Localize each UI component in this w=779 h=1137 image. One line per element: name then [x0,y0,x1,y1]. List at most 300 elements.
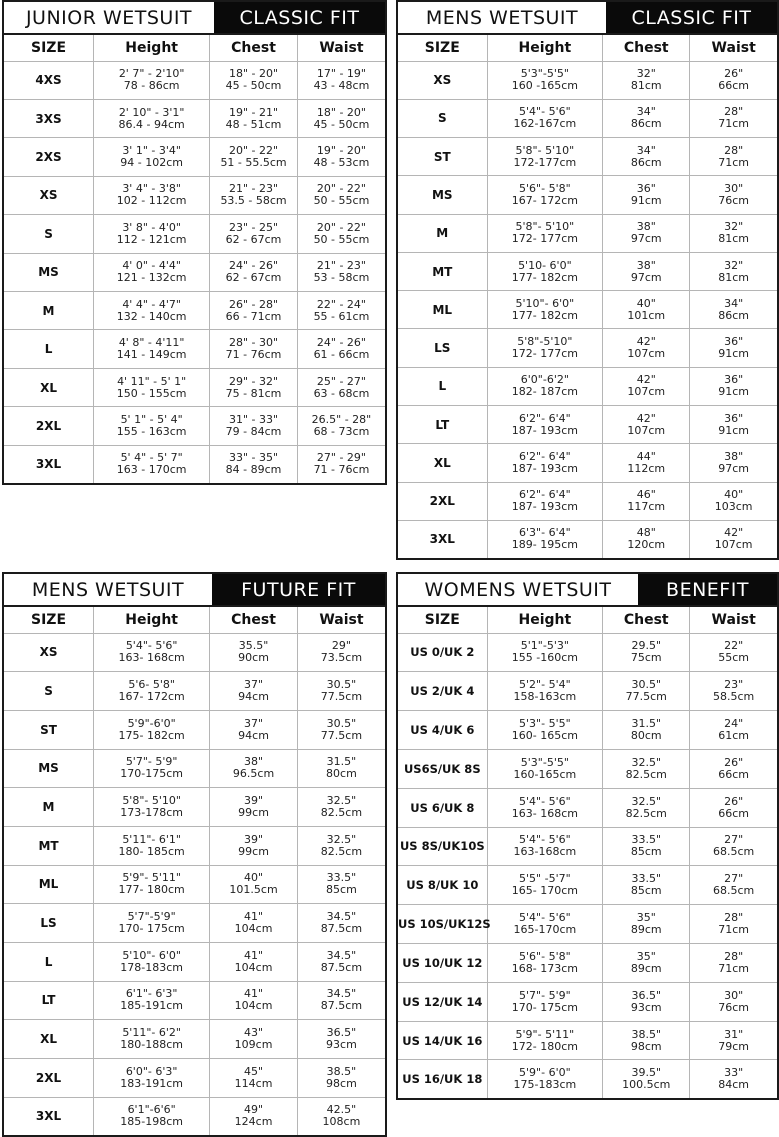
height-imperial: 5'6"- 5'8" [519,949,571,963]
waist-metric: 61 - 66cm [313,348,370,362]
waist-imperial: 31" [724,1027,744,1041]
column-header-height: Height [94,607,210,633]
waist-metric: 71cm [718,155,750,169]
chest-cell [603,214,690,252]
waist-metric: 66cm [718,806,750,820]
column-header-row [398,607,777,633]
height-imperial: 5'2"- 5'4" [519,678,571,692]
chest-imperial: 37" [244,716,264,730]
size-cell: US 10/UK 12 [398,944,487,983]
size-cell: XL [4,368,94,406]
chest-metric: 99cm [238,806,269,820]
womens-benefit-chart [396,572,779,1100]
size-cell: 2XL [4,407,94,445]
height-imperial: 6'2"- 6'4" [519,411,571,425]
waist-metric: 50 - 55cm [313,194,370,208]
height-imperial: 5' 1" - 5' 4" [120,413,183,426]
size-cell: M [4,788,94,827]
height-metric: 163- 168cm [511,806,578,820]
size-cell: 2XL [398,482,487,520]
height-imperial: 4' 11" - 5' 1" [117,374,187,388]
chest-imperial: 26" - 28" [229,297,279,311]
waist-metric: 103cm [714,500,753,514]
height-metric: 132 - 140cm [116,309,187,323]
height-imperial: 5'8"-5'10" [517,335,573,349]
height-cell [94,445,210,483]
waist-metric: 79cm [718,1039,750,1053]
chest-metric: 62 - 67cm [225,232,282,246]
size-cell: 3XL [398,520,487,558]
chest-imperial: 36.5" [631,988,662,1002]
waist-metric: 61cm [718,729,750,743]
chest-cell [210,672,298,711]
size-cell: LT [4,981,94,1020]
height-cell [94,407,210,445]
height-imperial: 6'1"-6'6" [127,1103,176,1117]
size-table [398,607,777,1098]
waist-metric: 93cm [326,1038,357,1052]
chart-title: MENS WETSUIT [398,2,606,33]
table-row [4,292,385,330]
chest-imperial: 43" [244,1026,264,1040]
size-cell: US6S/UK 8S [398,749,487,788]
table-row [4,710,385,749]
chest-imperial: 39.5" [631,1066,662,1080]
table-row [398,291,777,329]
waist-imperial: 28" [724,105,744,119]
table-row [398,367,777,405]
height-metric: 167- 172cm [118,690,185,703]
table-row [398,176,777,214]
size-cell: XS [4,633,94,672]
chest-imperial: 33" - 35" [229,451,279,465]
chest-metric: 62 - 67cm [225,271,282,285]
height-imperial: 6'2"- 6'4" [519,488,571,502]
waist-imperial: 22" [724,639,744,653]
height-metric: 187- 193cm [511,423,578,437]
chest-metric: 104cm [234,999,273,1013]
waist-cell [690,788,777,827]
waist-imperial: 17" - 19" [316,67,366,81]
waist-metric: 50 - 55cm [313,232,370,246]
column-header-waist: Waist [690,607,777,633]
chest-metric: 71 - 76cm [225,348,282,362]
waist-cell [297,1058,385,1097]
chest-metric: 82.5cm [625,767,667,781]
table-row [4,445,385,483]
height-metric: 172-177cm [513,155,577,169]
waist-metric: 97cm [718,461,750,475]
table-row [398,1021,777,1060]
chest-metric: 101cm [627,308,666,322]
height-cell [487,711,603,750]
table-row [4,788,385,827]
fit-label: FUTURE FIT [212,574,385,605]
fit-label: BENEFIT [638,574,777,605]
waist-imperial: 30.5" [326,678,357,691]
chest-cell [210,292,298,330]
height-imperial: 5'11"- 6'1" [122,832,181,846]
column-header-chest: Chest [603,35,690,61]
height-metric: 94 - 102cm [120,156,183,170]
chest-cell [210,710,298,749]
waist-cell [297,138,385,176]
table-row [4,138,385,176]
waist-metric: 58.5cm [713,690,755,704]
waist-cell [297,215,385,253]
chest-imperial: 29" - 32" [229,374,279,388]
waist-metric: 80cm [326,767,357,781]
table-row [398,444,777,482]
table-row [398,61,777,99]
size-cell: S [398,99,487,137]
chest-cell [603,711,690,750]
column-header-height: Height [94,35,210,61]
size-cell: US 16/UK 18 [398,1060,487,1098]
height-cell [94,99,210,137]
chart-title-bar [398,574,777,607]
table-row [398,749,777,788]
height-cell [487,520,603,558]
size-cell: US 6/UK 8 [398,788,487,827]
waist-metric: 76cm [718,1000,750,1014]
height-imperial: 5'4"- 5'6" [519,794,571,808]
waist-cell [690,982,777,1021]
chest-imperial: 34" [636,143,656,157]
waist-metric: 71 - 76cm [313,463,370,477]
height-imperial: 5'3"-5'5" [520,67,569,81]
size-cell: US 12/UK 14 [398,982,487,1021]
waist-cell [690,99,777,137]
waist-metric: 63 - 68cm [313,386,370,400]
chest-metric: 85cm [630,884,662,898]
table-row [398,214,777,252]
chest-metric: 112cm [627,461,666,475]
size-cell: S [4,215,94,253]
waist-metric: 87.5cm [320,960,363,974]
chest-cell [603,520,690,558]
size-cell: MT [398,252,487,290]
size-cell: XS [398,61,487,99]
waist-cell [690,520,777,558]
waist-imperial: 34" [724,296,744,310]
size-cell: US 10S/UK12S [398,905,487,944]
junior-classic-fit-chart [2,0,387,485]
height-cell [487,944,603,983]
waist-imperial: 36" [724,335,744,349]
waist-cell [297,865,385,904]
table-row [398,406,777,444]
size-table [398,35,777,558]
waist-cell [690,406,777,444]
size-cell: 3XL [4,1097,94,1135]
chest-cell [603,672,690,711]
chest-cell [603,827,690,866]
chart-title-bar [398,2,777,35]
waist-cell [297,1020,385,1059]
height-cell [487,982,603,1021]
chest-metric: 120cm [627,538,666,552]
waist-imperial: 33" [724,1066,744,1080]
height-cell [94,749,210,788]
waist-metric: 87.5cm [320,999,363,1013]
waist-cell [690,749,777,788]
column-header-chest: Chest [210,607,298,633]
height-cell [94,330,210,368]
chest-cell [603,905,690,944]
waist-metric: 85cm [326,883,357,897]
table-row [4,981,385,1020]
waist-cell [690,1060,777,1098]
size-cell: US 8/UK 10 [398,866,487,905]
height-imperial: 4' 8" - 4'11" [118,336,185,350]
waist-imperial: 32" [724,258,744,272]
size-cell: MS [4,253,94,291]
chest-cell [210,826,298,865]
chest-metric: 86cm [630,117,662,131]
waist-imperial: 26" [724,755,744,769]
height-cell [94,633,210,672]
waist-cell [297,1097,385,1135]
table-row [398,905,777,944]
height-cell [487,406,603,444]
chest-metric: 82.5cm [625,806,667,820]
waist-cell [690,633,777,672]
column-header-waist: Waist [297,607,385,633]
waist-cell [690,672,777,711]
waist-cell [690,367,777,405]
column-header-waist: Waist [690,35,777,61]
waist-metric: 71cm [718,961,750,975]
waist-imperial: 28" [724,949,744,963]
table-row [398,99,777,137]
height-metric: 173-178cm [120,806,183,820]
waist-cell [690,905,777,944]
waist-metric: 91cm [718,347,750,361]
waist-metric: 73.5cm [320,651,363,665]
fit-label: CLASSIC FIT [606,2,777,33]
column-header-row [4,35,385,61]
chest-cell [210,1020,298,1059]
waist-imperial: 30" [724,181,744,195]
waist-cell [690,291,777,329]
height-metric: 112 - 121cm [116,232,187,246]
chest-cell [603,138,690,176]
chest-metric: 104cm [234,960,273,974]
waist-metric: 55cm [718,651,750,665]
waist-cell [297,633,385,672]
height-imperial: 3' 8" - 4'0" [122,220,181,234]
chest-metric: 75 - 81cm [225,386,282,400]
chest-imperial: 46" [636,488,656,502]
waist-metric: 66cm [718,79,750,93]
height-metric: 78 - 86cm [123,79,180,93]
table-row [4,942,385,981]
chest-cell [210,99,298,137]
height-metric: 165-170cm [513,923,577,937]
height-metric: 165- 170cm [511,884,578,898]
chest-cell [603,291,690,329]
height-imperial: 5'8"- 5'10" [515,220,575,234]
waist-metric: 68.5cm [713,884,755,898]
waist-imperial: 38.5" [326,1064,357,1078]
waist-cell [690,482,777,520]
chest-imperial: 29.5" [631,639,662,653]
chest-cell [603,1060,690,1098]
size-cell: M [398,214,487,252]
table-row [4,176,385,214]
chest-cell [603,866,690,905]
waist-imperial: 18" - 20" [316,105,366,119]
height-imperial: 5'3"-5'5" [520,755,569,769]
size-cell: US 0/UK 2 [398,633,487,672]
height-imperial: 5'10"- 6'0" [122,948,181,962]
height-cell [487,633,603,672]
chest-cell [603,633,690,672]
size-cell: LS [4,904,94,943]
chest-metric: 96.5cm [232,767,275,781]
waist-metric: 108cm [322,1115,361,1129]
waist-imperial: 23" [724,678,744,692]
height-metric: 86.4 - 94cm [118,117,185,131]
chest-metric: 90cm [238,651,269,665]
waist-imperial: 27" - 29" [316,451,366,465]
waist-cell [690,944,777,983]
chest-metric: 91cm [630,193,662,207]
height-cell [94,865,210,904]
height-imperial: 5'7"-5'9" [127,910,176,924]
height-imperial: 5'9"- 5'11" [515,1027,575,1041]
column-header-size: SIZE [4,607,94,633]
size-cell: US 2/UK 4 [398,672,487,711]
waist-imperial: 32" [724,220,744,234]
chest-imperial: 38.5" [631,1027,662,1041]
waist-imperial: 29" [331,639,351,653]
waist-cell [690,827,777,866]
waist-imperial: 34.5" [326,948,357,962]
chest-cell [210,368,298,406]
waist-imperial: 34.5" [326,910,357,924]
size-cell: US 14/UK 16 [398,1021,487,1060]
height-metric: 189- 195cm [511,538,578,552]
height-cell [487,367,603,405]
chest-cell [603,406,690,444]
chest-cell [603,444,690,482]
chest-cell [210,61,298,99]
waist-imperial: 20" - 22" [316,182,366,196]
height-cell [94,788,210,827]
waist-cell [690,866,777,905]
height-metric: 180- 185cm [118,844,185,858]
chest-metric: 77.5cm [625,690,667,704]
waist-imperial: 28" [724,911,744,925]
size-cell: M [4,292,94,330]
height-cell [487,291,603,329]
chest-imperial: 33.5" [631,872,662,886]
waist-imperial: 31.5" [326,755,357,769]
height-cell [487,827,603,866]
chest-metric: 107cm [627,347,666,361]
height-imperial: 6'0"- 6'3" [125,1064,178,1078]
waist-imperial: 19" - 20" [316,144,366,158]
column-header-waist: Waist [297,35,385,61]
height-imperial: 5'9"- 6'0" [519,1066,571,1080]
column-header-chest: Chest [603,607,690,633]
chest-imperial: 40" [244,871,264,885]
waist-metric: 86cm [718,308,750,322]
height-cell [487,905,603,944]
size-cell: ML [4,865,94,904]
height-cell [487,1060,603,1098]
chest-metric: 53.5 - 58cm [220,194,287,208]
height-imperial: 5'7"- 5'9" [519,988,571,1002]
height-imperial: 5'8"- 5'10" [515,143,575,157]
waist-metric: 82.5cm [320,806,363,820]
height-imperial: 5'1"-5'3" [520,639,569,653]
waist-metric: 82.5cm [320,844,363,858]
height-cell [94,1097,210,1135]
chest-imperial: 41" [244,948,264,962]
height-cell [487,444,603,482]
chest-cell [603,482,690,520]
waist-metric: 48 - 53cm [313,156,370,170]
size-cell: S [4,672,94,711]
waist-metric: 87.5cm [320,922,363,936]
size-cell: 3XL [4,445,94,483]
height-imperial: 5'6- 5'8" [128,678,175,691]
height-cell [94,981,210,1020]
chest-metric: 85cm [630,845,662,859]
chest-cell [210,865,298,904]
height-metric: 175- 182cm [118,728,185,742]
size-cell: XS [4,176,94,214]
chart-title: MENS WETSUIT [4,574,212,605]
waist-cell [297,368,385,406]
size-cell: MS [398,176,487,214]
height-metric: 170- 175cm [118,922,185,936]
waist-metric: 77.5cm [320,690,363,703]
chest-imperial: 31.5" [631,717,662,731]
chest-metric: 117cm [627,500,666,514]
height-imperial: 3' 4" - 3'8" [122,182,181,196]
chest-imperial: 48" [636,526,656,540]
waist-imperial: 27" [724,872,744,886]
waist-metric: 107cm [714,538,753,552]
chest-imperial: 42" [636,335,656,349]
table-row [398,827,777,866]
height-imperial: 5'5" -5'7" [519,872,571,886]
height-metric: 180-188cm [120,1038,183,1052]
chest-cell [603,252,690,290]
height-cell [94,253,210,291]
size-cell: MS [4,749,94,788]
table-row [398,329,777,367]
height-metric: 172- 180cm [511,1039,578,1053]
column-header-height: Height [487,35,603,61]
chest-metric: 84 - 89cm [225,463,282,477]
table-row [398,788,777,827]
column-header-size: SIZE [398,607,487,633]
table-row [4,407,385,445]
column-header-height: Height [487,607,603,633]
chest-cell [210,138,298,176]
height-metric: 160 -165cm [511,79,578,93]
waist-cell [690,61,777,99]
chest-cell [210,1097,298,1135]
size-cell: MT [4,826,94,865]
chest-imperial: 32.5" [631,755,662,769]
chest-cell [210,215,298,253]
